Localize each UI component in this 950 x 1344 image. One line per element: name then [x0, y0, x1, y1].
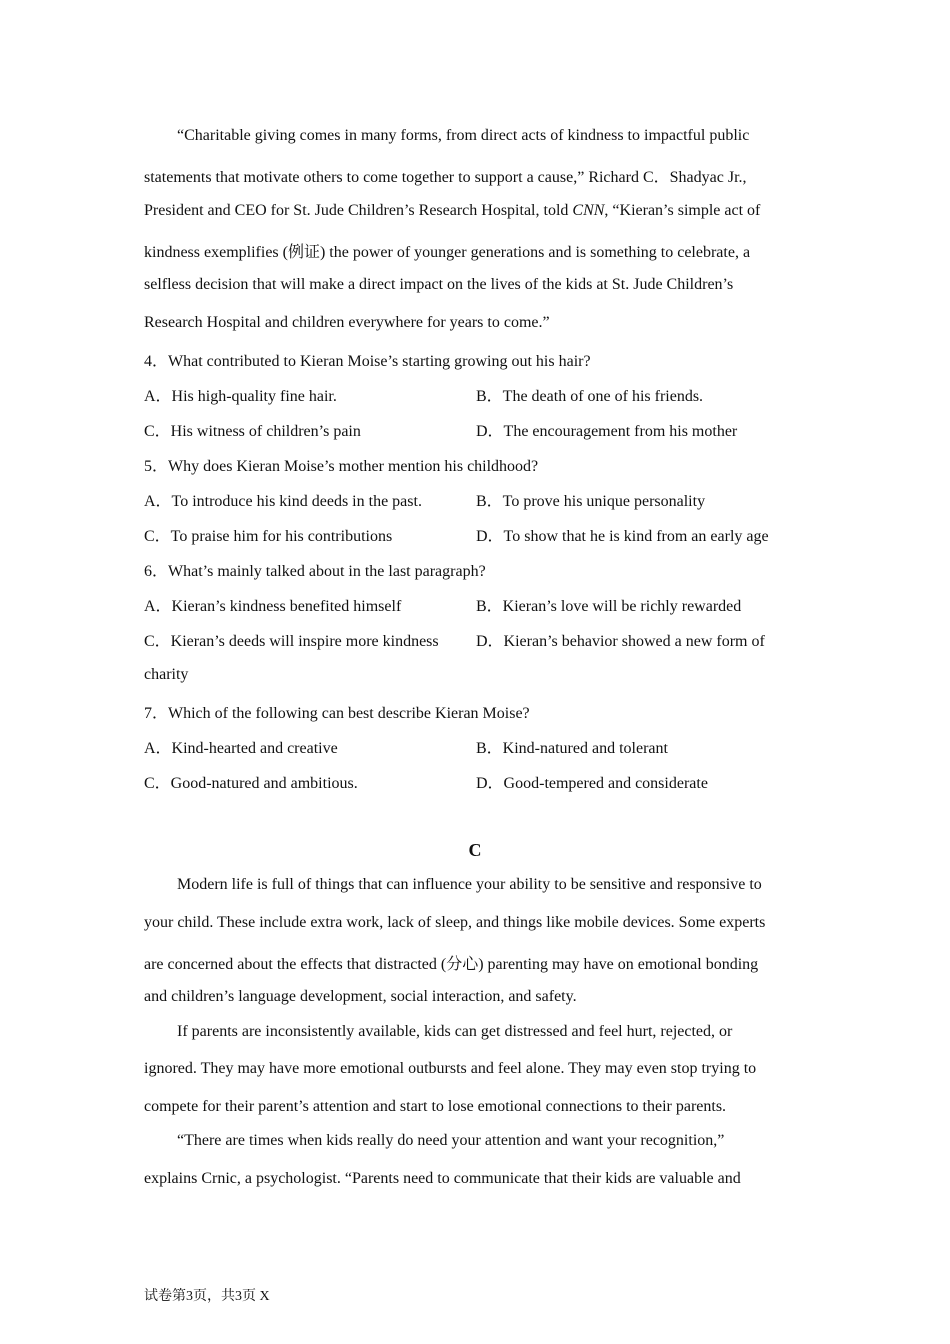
option-d-continuation: charity: [144, 666, 189, 683]
option-a: A．Kind-hearted and creative: [144, 740, 338, 757]
option-b: B．The death of one of his friends.: [476, 388, 704, 405]
paragraph-line: and children’s language development, social interaction, and safety.: [144, 988, 577, 1005]
section-heading: C: [468, 840, 482, 860]
paragraph-line: Research Hospital and children everywhere for years to come.”: [144, 314, 550, 331]
option-c: C．His witness of children’s pain: [144, 423, 361, 440]
text-run: President and CEO for St. Jude Children’s Research Hospital, told: [144, 202, 573, 219]
paragraph-line: compete for their parent’s attention and start to lose emotional connections to their parents.: [144, 1098, 727, 1115]
paragraph-line: selfless decision that will make a direct impact on the lives of the kids at St. Jude Children’s: [144, 276, 734, 293]
option-b: B．Kind-natured and tolerant: [476, 740, 668, 757]
paragraph-line: [144, 202, 760, 220]
italic-source-name: CNN: [572, 202, 605, 219]
option-a: A．His high-quality fine hair.: [144, 388, 337, 405]
option-d: D．To show that he is kind from an early age: [476, 528, 769, 545]
paragraph-line: your child. These include extra work, lack of sleep, and things like mobile devices. Some experts: [144, 914, 766, 931]
paragraph-line: statements that motivate others to come together to support a cause,” Richard C．Shadyac Jr.,: [144, 169, 747, 186]
page-footer: 试卷第3页，共3页 X: [144, 1289, 270, 1304]
paragraph-line: “There are times when kids really do need your attention and want your recognition,”: [177, 1132, 725, 1149]
option-c: C．To praise him for his contributions: [144, 528, 393, 545]
option-b: B．To prove his unique personality: [476, 493, 706, 510]
option-b: B．Kieran’s love will be richly rewarded: [476, 598, 742, 615]
paragraph-line: If parents are inconsistently available, kids can get distressed and feel hurt, rejected, or: [177, 1023, 733, 1040]
option-a: A．To introduce his kind deeds in the past.: [144, 493, 422, 510]
text-run: , “Kieran’s simple act of: [604, 202, 761, 219]
paragraph-line: explains Crnic, a psychologist. “Parents need to communicate that their kids are valuable and: [144, 1170, 741, 1187]
question-stem: 6．What’s mainly talked about in the last paragraph?: [144, 563, 486, 580]
option-c: C．Kieran’s deeds will inspire more kindness: [144, 633, 439, 650]
option-a: A．Kieran’s kindness benefited himself: [144, 598, 402, 615]
paragraph-line: ignored. They may have more emotional outbursts and feel alone. They may even stop trying to: [144, 1060, 757, 1077]
paragraph-line: Modern life is full of things that can influence your ability to be sensitive and responsive to: [177, 876, 762, 893]
question-stem: 4．What contributed to Kieran Moise’s starting growing out his hair?: [144, 353, 591, 370]
option-c: C．Good-natured and ambitious.: [144, 775, 358, 792]
option-d: D．The encouragement from his mother: [476, 423, 738, 440]
option-d: D．Good-tempered and considerate: [476, 775, 708, 792]
option-d: D．Kieran’s behavior showed a new form of: [476, 633, 765, 650]
paragraph-line: kindness exemplifies (例证) the power of younger generations and is something to celebrate, a: [144, 244, 751, 261]
question-stem: 7．Which of the following can best describe Kieran Moise?: [144, 705, 530, 722]
question-stem: 5．Why does Kieran Moise’s mother mention his childhood?: [144, 458, 539, 475]
paragraph-line: are concerned about the effects that distracted (分心) parenting may have on emotional bonding: [144, 956, 759, 973]
paragraph-line: “Charitable giving comes in many forms, from direct acts of kindness to impactful public: [177, 127, 750, 144]
